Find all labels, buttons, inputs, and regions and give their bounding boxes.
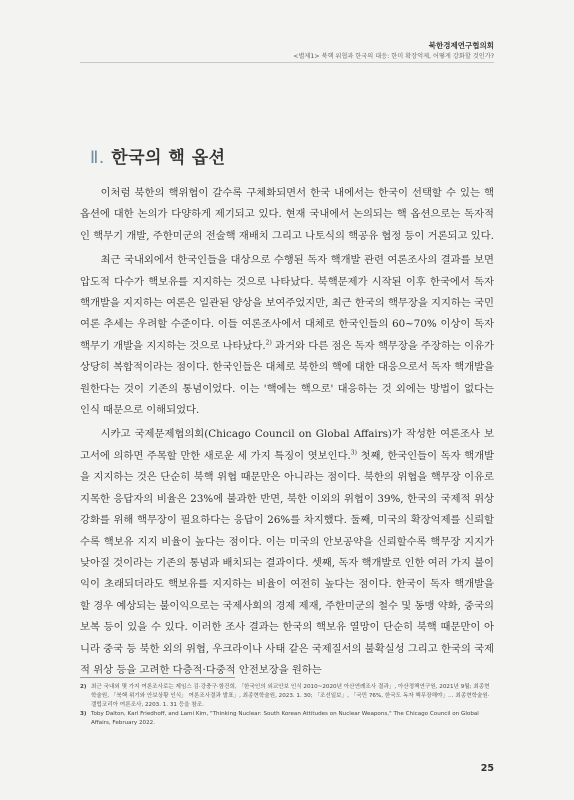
footnote-number: 2)	[80, 684, 87, 690]
footnote	[80, 710, 494, 728]
header-rule	[80, 62, 494, 63]
footnotes	[80, 683, 494, 728]
page-number: 25	[480, 763, 494, 774]
footnote-divider	[80, 677, 235, 678]
footnote-text: Toby Dalton, Karl Friedhoff, and Lami Kim, "Thinking Nuclear: South Korean Attitudes on Nuclear Weapons," The Chicago Council on Global Affairs, February 2022.	[91, 711, 479, 726]
header-subtitle: <별제1> 북핵 위협과 한국의 대응: 한미 확장억제, 어떻게 강화할 것인가?	[293, 53, 494, 60]
body-text	[80, 183, 494, 684]
section-heading	[90, 143, 226, 168]
paragraph: 최근 국내외에서 한국인들을 대상으로 수행된 독자 핵개발 관련 여론조사의 결과를 보면 압도적 다수가 핵보유를 지지하는 것으로 나타났다. 북핵문제가 시작된 이후 한국에서 독자 핵개발을 지지하는 여론은 일관된 양상을 보여주었지만, 최근 한국의 핵무장을 지지하는 국민 여론 추세는 우려할 수준이다. 이들 여론조사에서 대체로 한국인들의 60~70% 이상이 독자 핵무기 개발을 지지하는 것으로 나타났다.$^{2)}$ 과거와 다른 점은 독자 핵무장을 주장하는 이유가 상당히 복합적이라는 점이다. 한국인들은 대체로 북한의 핵에 대한 대응으로서 독자 핵개발을 원한다는 것이 기존의 통념이었다. 이는 '핵에는 핵으로' 대응하는 것 외에는 방법이 없다는 인식 때문으로 이해되었다.	[80, 254, 494, 417]
section-number: Ⅱ.	[90, 148, 105, 168]
footnote	[80, 683, 494, 710]
footnote-ref[interactable]: 3)	[350, 449, 357, 457]
paragraph: 시카고 국제문제협의회(Chicago Council on Global Affairs)가 작성한 여론조사 보고서에 의하면 주목할 만한 새로운 세 가지 특징이 엿보인다.$^{3)}$ 첫째, 한국인들이 독자 핵개발을 지지하는 것은 단순히 북핵 위협 때문만은 아니라는 점이다. 북한의 위협을 핵무장 이유로 지목한 응답자의 비율은 23%에 불과한 반면, 북한 이외의 위협이 39%, 한국의 국제적 위상 강화를 위해 핵무장이 필요하다는 응답이 26%를 차지했다. 둘째, 미국의 확장억제를 신뢰할수록 핵보유 지지 비율이 높다는 점이다. 이는 미국의 안보공약을 신뢰할수록 핵무장 지지가 낮아질 것이라는 기존의 통념과 배치되는 결과이다. 셋째, 독자 핵개발로 인한 여러 가지 불이익이 초래되더라도 핵보유를 지지하는 비율이 여전히 높다는 점이다. 한국이 독자 핵개발을 할 경우 예상되는 불이익으로는 국제사회의 경제 제재, 주한미군의 철수 및 동맹 약화, 중국의 보복 등이 있을 수 있다. 이러한 조사 결과는 한국의 핵보유 열망이 단순히 북핵 때문만이 아니라 중국 등 북한 외의 위협, 우크라이나 사태 같은 국제질서의 불확실성 그리고 한국의 국제적 위상 등을 고려한 다층적·다중적 안전보장을 원하는	[80, 428, 494, 676]
section-title: 한국의 핵 옵션	[111, 148, 226, 168]
footnote-number: 3)	[80, 711, 87, 717]
paragraph: 이처럼 북한의 핵위협이 갈수록 구체화되면서 한국 내에서는 한국이 선택할 수 있는 핵 옵션에 대한 논의가 다양하게 제기되고 있다. 현재 국내에서 논의되는 핵 옵션으로는 독자적인 핵무기 개발, 주한미군의 전술핵 재배치 그리고 나토식의 핵공유 협정 등이 거론되고 있다.	[80, 187, 494, 242]
footnote-ref[interactable]: 2)	[265, 339, 272, 347]
footnote-text: 최근 국내외 몇 가지 여론조사로는 제임스 김·강충구·함건희, 「한국인의 외교안보 인식 2010~2020년 아산연례조사 결과」, 아산정책연구원, 2021년 9월; 최종현학술원, 「북핵 위기와 안보상황 인식」 여론조사결과 발표」, 최종현학술원, 2023. 1. 30; 「조선일보」, 「국민 76%, 한국도 독자 핵무장해야」… 최종현학술원·갤럽코리아 여론조사, 2203. 1. 31 등을 참조.	[91, 684, 490, 708]
header-organization: 북한경제연구협의회	[428, 41, 494, 50]
